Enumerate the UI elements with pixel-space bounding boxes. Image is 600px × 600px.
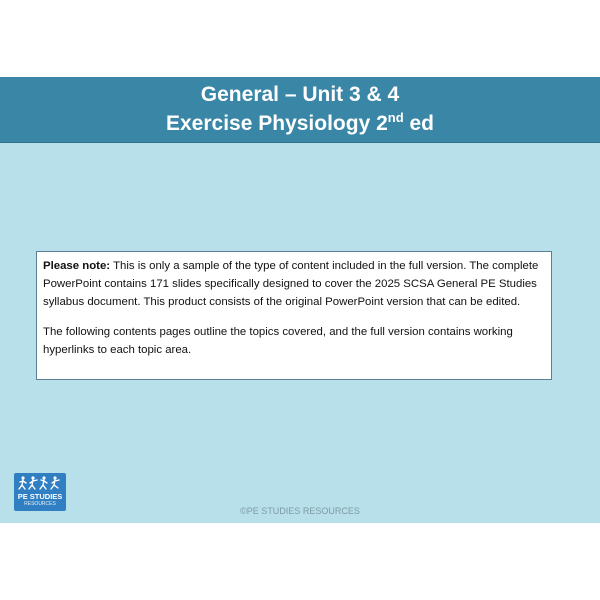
slide-title-line-1: General – Unit 3 & 4	[200, 83, 400, 106]
title-superscript: nd	[387, 110, 404, 125]
logo-text: PE STUDIES	[17, 492, 63, 501]
slide-title-line-2	[0, 111, 600, 137]
note-text-1: This is only a sample of the type of content included in the full version. The complete PowerPoint contains 171 slides specifically designed to cover the 2025 SCSA General PE Studies syllabus document. This product consists of the original PowerPoint version that can be edited.	[43, 260, 539, 308]
logo-subtext: RESOURCES	[24, 501, 56, 507]
title-banner	[0, 77, 600, 143]
note-label: Please note:	[43, 260, 111, 272]
note-paragraph-1	[43, 257, 545, 311]
note-paragraph-2: The following contents pages outline the topics covered, and the full version contains working hyperlinks to each topic area.	[43, 326, 513, 356]
note-box	[36, 251, 552, 380]
runner-figures-icon	[18, 475, 62, 492]
copyright-text: ©PE STUDIES RESOURCES	[240, 506, 360, 516]
title-line-2-main: Exercise Physiology 2	[165, 112, 388, 135]
title-line-2-end: ed	[403, 112, 435, 135]
slide	[0, 77, 600, 523]
